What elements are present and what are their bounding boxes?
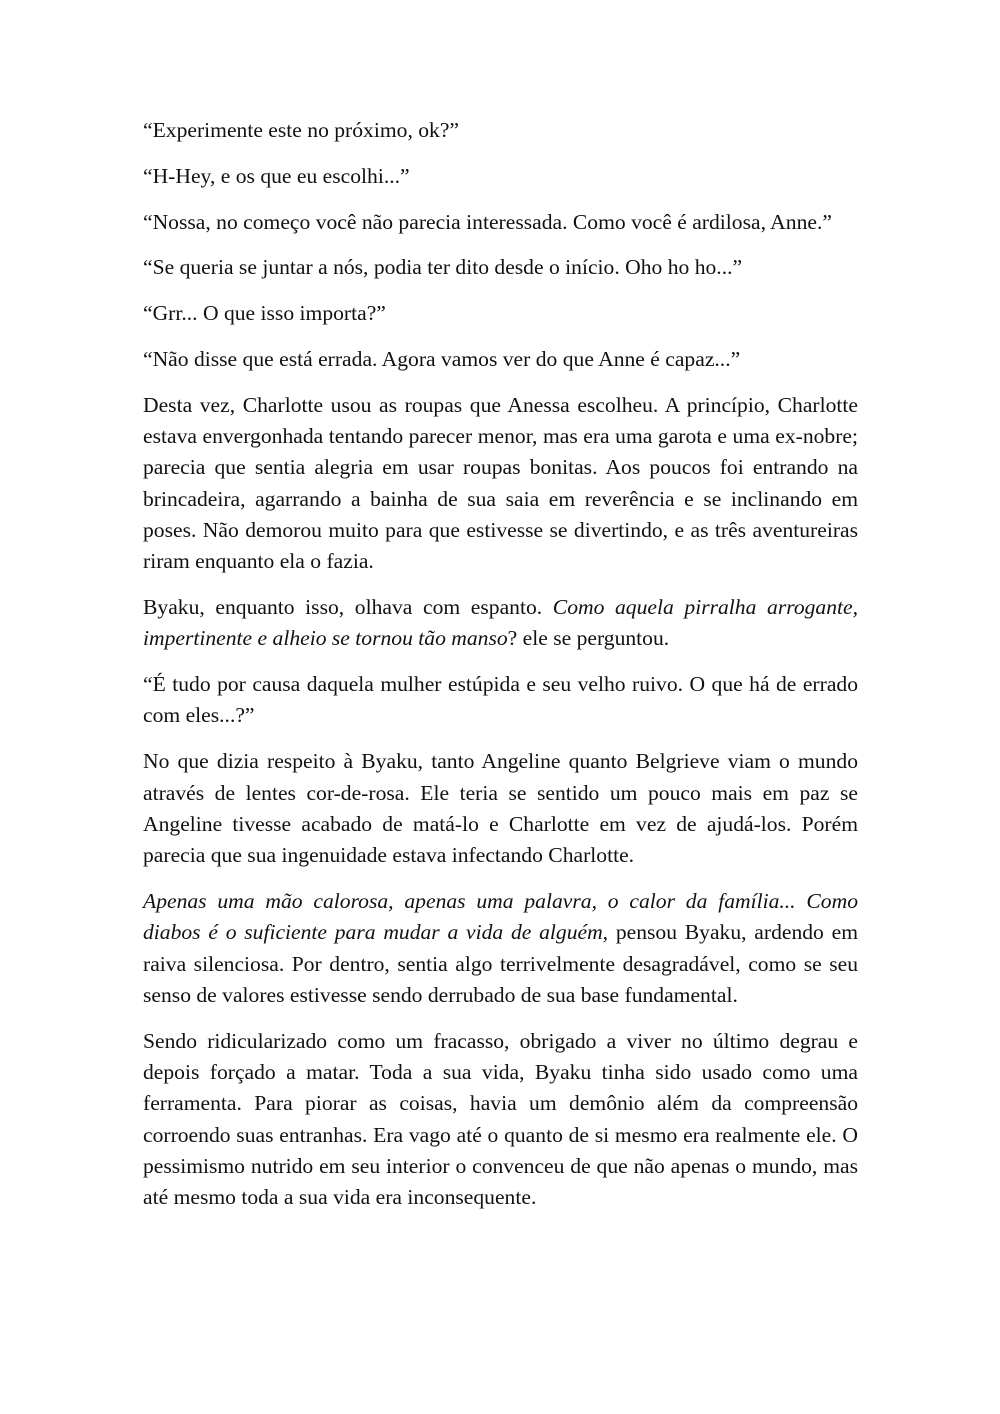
text-segment: No que dizia respeito à Byaku, tanto Angeline quanto Belgrieve viam o mundo através de lentes cor-de-rosa. Ele teria se sentido um pouco mais em paz se Angeline tivesse acabado de matá-lo e Charlotte em vez de ajudá-los. Porém parecia que sua ingenuidade estava infectando Charlotte. [143, 749, 858, 868]
text-segment: “Não disse que está errada. Agora vamos ver do que Anne é capaz...” [143, 346, 741, 371]
italic-thought: Apenas uma mão calorosa, apenas uma palavra, o calor da família... Como diabos é o suficiente para mudar a vida de alguém [143, 888, 858, 945]
text-segment: “Experimente este no próximo, ok?” [143, 118, 459, 142]
text-segment: “Grr... O que isso importa?” [143, 301, 386, 326]
text-segment: Sendo ridicularizado como um fracasso, obrigado a viver no último degrau e depois forçado a matar. Toda a sua vida, Byaku tinha sido usado como uma ferramenta. Para piorar as coisas, havia um demônio além da compreensão corroendo suas entranhas. Era vago até o quanto de si mesmo era realmente ele. O pessimismo nutrido em seu interior o convenceu de que não apenas o mundo, mas até mesmo toda a sua vida era inconsequente. [143, 1028, 858, 1210]
paragraph-1 [143, 115, 858, 146]
paragraph-12 [143, 1026, 858, 1214]
text-segment: “Se queria se juntar a nós, podia ter dito desde o início. Oho ho ho...” [143, 255, 743, 280]
paragraph-7 [143, 390, 858, 578]
paragraph-3 [143, 207, 858, 238]
text-segment: Desta vez, Charlotte usou as roupas que Anessa escolheu. A princípio, Charlotte estava envergonhada tentando parecer menor, mas era uma garota e uma ex-nobre; parecia que sentia alegria em usar roupas bonitas. Aos poucos foi entrando na brincadeira, agarrando a bainha de sua saia em reverência e se inclinando em poses. Não demorou muito para que estivesse se divertindo, e as três aventureiras riram enquanto ela o fazia. [143, 392, 858, 574]
text-segment: ? ele se perguntou. [507, 626, 670, 651]
paragraph-2 [143, 161, 858, 192]
paragraph-9 [143, 669, 858, 732]
text-segment: Byaku, enquanto isso, olhava com espanto. [143, 595, 553, 620]
text-segment: “Nossa, no começo você não parecia interessada. Como você é ardilosa, Anne.” [143, 209, 832, 234]
paragraph-8 [143, 592, 858, 655]
paragraph-5 [143, 298, 858, 329]
text-segment: “H-Hey, e os que eu escolhi...” [143, 163, 410, 188]
italic-thought: Como aquela pirralha arrogante, impertinente e alheio se tornou tão manso [143, 595, 859, 651]
paragraph-4 [143, 252, 858, 283]
paragraph-6 [143, 344, 858, 375]
text-segment: “É tudo por causa daquela mulher estúpida e seu velho ruivo. O que há de errado com eles...?” [143, 672, 858, 728]
paragraph-10 [143, 746, 858, 871]
paragraph-11 [143, 886, 858, 1011]
document-page [143, 115, 858, 1228]
text-segment: , pensou Byaku, ardendo em raiva silenciosa. Por dentro, sentia algo terrivelmente desagradável, como se seu senso de valores estivesse sendo derrubado de sua base fundamental. [143, 920, 858, 1007]
